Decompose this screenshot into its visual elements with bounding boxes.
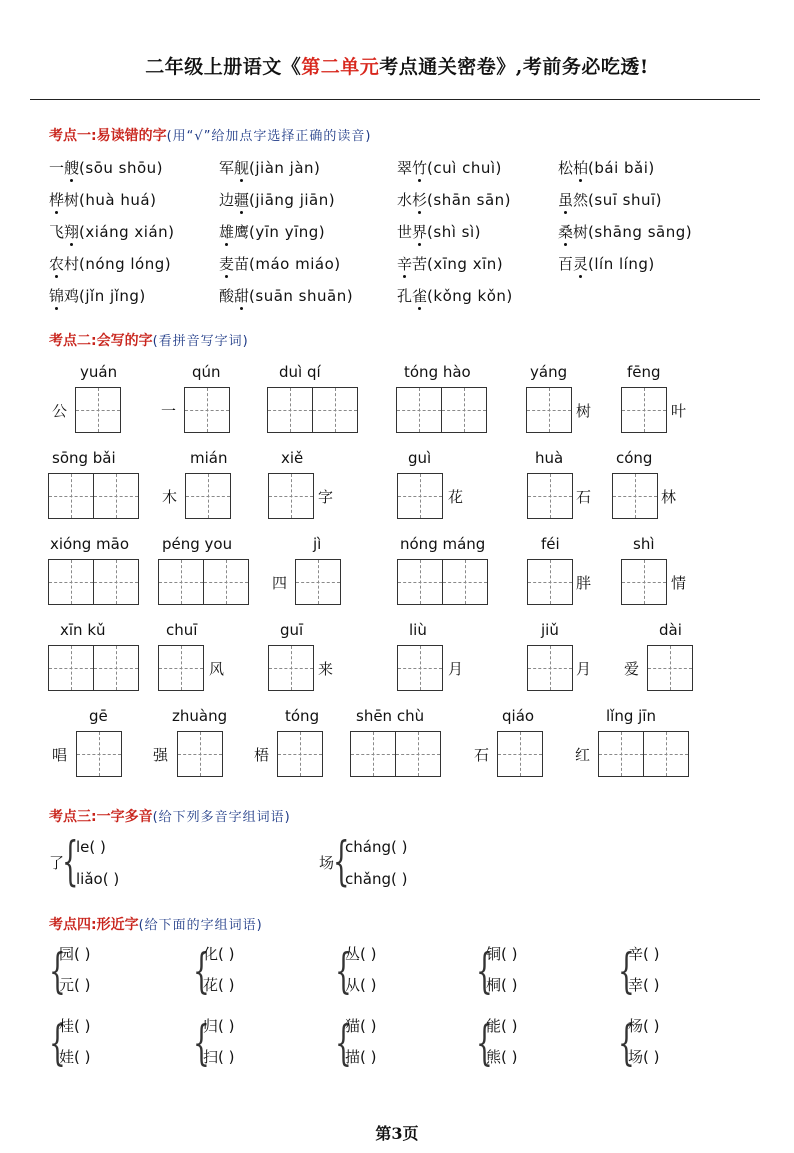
section-2-heading: 考点二:会写的字(看拼音写字词): [49, 333, 249, 349]
given-char: 唱: [52, 746, 68, 764]
similar-char-pair: [49, 1015, 179, 1075]
similar-char-pair: [618, 943, 748, 1003]
tianzige-cell[interactable]: [48, 473, 94, 519]
reading-item: 边疆 (jiāng jiān): [219, 189, 335, 210]
pinyin-label: duì qí: [279, 363, 321, 381]
similar-char-pair: [476, 943, 606, 1003]
reading-item: 辛 苦(xīng xīn): [397, 253, 503, 274]
polyphone-reading: cháng( ): [345, 838, 408, 856]
emphasis-dot: [70, 179, 73, 182]
title-divider: [30, 99, 760, 100]
pinyin-label: shì: [633, 535, 655, 553]
similar-char-line: 花( ): [203, 976, 235, 994]
tianzige-cell[interactable]: [158, 559, 204, 605]
brace-icon: {: [476, 943, 493, 999]
tianzige-cell[interactable]: [184, 387, 230, 433]
tianzige-cell[interactable]: [397, 645, 443, 691]
writing-box-group[interactable]: [75, 387, 121, 433]
writing-box-group[interactable]: [396, 387, 487, 433]
writing-box-group[interactable]: [268, 645, 314, 691]
emphasis-dot: [418, 243, 421, 246]
pinyin-label: yáng: [530, 363, 568, 381]
similar-char-line: 场( ): [628, 1048, 660, 1066]
similar-char-line: 熊( ): [486, 1048, 518, 1066]
tianzige-cell[interactable]: [598, 731, 644, 777]
similar-char-pair: [618, 1015, 748, 1075]
given-char: 爱: [624, 660, 640, 678]
similar-char-pair: [476, 1015, 606, 1075]
tianzige-cell[interactable]: [621, 387, 667, 433]
tianzige-cell[interactable]: [312, 387, 358, 433]
similar-char-line: 化( ): [203, 945, 235, 963]
emphasis-dot: [418, 211, 421, 214]
pinyin-label: xīn kǔ: [60, 621, 106, 639]
section-4-heading: 考点四:形近字(给下面的字组词语): [49, 917, 263, 933]
reading-item: 农 村(nóng lóng): [49, 253, 171, 274]
pinyin-label: guī: [280, 621, 304, 639]
tianzige-cell[interactable]: [643, 731, 689, 777]
similar-char-pair: [49, 943, 179, 1003]
writing-box-group[interactable]: [177, 731, 223, 777]
similar-char-line: 从( ): [345, 976, 377, 994]
tianzige-cell[interactable]: [93, 559, 139, 605]
tianzige-cell[interactable]: [526, 387, 572, 433]
emphasis-dot: [418, 307, 421, 310]
given-char: 风: [209, 660, 225, 678]
given-char: 树: [576, 402, 592, 420]
tianzige-cell[interactable]: [48, 559, 94, 605]
pinyin-label: liù: [409, 621, 427, 639]
reading-item: 世界 (shì sì): [397, 221, 481, 242]
pinyin-label: mián: [190, 449, 228, 467]
pinyin-label: cóng: [616, 449, 653, 467]
section-1-heading: 考点一:易读错的字(用“√”给加点字选择正确的读音): [49, 128, 372, 144]
writing-box-group[interactable]: [184, 387, 230, 433]
given-char: 四: [272, 574, 288, 592]
pinyin-label: shēn chù: [356, 707, 425, 725]
pinyin-label: tóng: [285, 707, 320, 725]
similar-char-line: 园( ): [59, 945, 91, 963]
polyphone-reading: liǎo( ): [76, 870, 120, 888]
emphasis-dot: [564, 243, 567, 246]
emphasis-dot: [564, 211, 567, 214]
tianzige-cell[interactable]: [185, 473, 231, 519]
writing-box-group[interactable]: [397, 473, 443, 519]
tianzige-cell[interactable]: [396, 387, 442, 433]
reading-item: 松柏 (bái bǎi): [558, 157, 655, 178]
pinyin-label: féi: [541, 535, 560, 553]
emphasis-dot: [418, 179, 421, 182]
reading-item: 一艘 (sōu shōu): [49, 157, 163, 178]
writing-box-group[interactable]: [621, 559, 667, 605]
similar-char-line: 元( ): [59, 976, 91, 994]
brace-icon: {: [49, 1015, 66, 1071]
similar-char-pair: [193, 943, 323, 1003]
writing-box-group[interactable]: [267, 387, 358, 433]
polyphone-reading: le( ): [76, 838, 106, 856]
brace-icon: {: [335, 943, 352, 999]
reading-item: 雄 鹰(yīn yīng): [219, 221, 325, 242]
tianzige-cell[interactable]: [497, 731, 543, 777]
given-char: 石: [576, 488, 592, 506]
writing-box-group[interactable]: [527, 473, 573, 519]
given-char: 胖: [576, 574, 592, 592]
emphasis-dot: [240, 307, 243, 310]
brace-icon: {: [618, 1015, 635, 1071]
given-char: 花: [448, 488, 464, 506]
writing-box-group[interactable]: [76, 731, 122, 777]
given-char: 月: [448, 660, 464, 678]
writing-box-group[interactable]: [527, 559, 573, 605]
pinyin-label: péng you: [162, 535, 233, 553]
given-char: 一: [161, 402, 177, 420]
pinyin-label: zhuàng: [172, 707, 228, 725]
given-char: 来: [318, 660, 334, 678]
brace-icon: {: [476, 1015, 493, 1071]
given-char: 石: [474, 746, 490, 764]
writing-box-group[interactable]: [526, 387, 572, 433]
similar-char-line: 猫( ): [345, 1017, 377, 1035]
pinyin-label: qiáo: [502, 707, 535, 725]
brace-icon: {: [333, 832, 350, 892]
similar-char-line: 铜( ): [486, 945, 518, 963]
reading-item: 翠竹 (cuì chuì): [397, 157, 502, 178]
writing-box-group[interactable]: [158, 645, 204, 691]
writing-box-group[interactable]: [48, 473, 139, 519]
writing-box-group[interactable]: [612, 473, 658, 519]
given-char: 公: [52, 402, 68, 420]
emphasis-dot: [55, 307, 58, 310]
writing-box-group[interactable]: [497, 731, 543, 777]
reading-item: 酸甜 (suān shuān): [219, 285, 353, 306]
writing-box-group[interactable]: [621, 387, 667, 433]
brace-icon: {: [62, 832, 79, 892]
brace-icon: {: [335, 1015, 352, 1071]
similar-char-line: 娃( ): [59, 1048, 91, 1066]
emphasis-dot: [55, 211, 58, 214]
similar-char-pair: [335, 1015, 465, 1075]
tianzige-cell[interactable]: [397, 559, 443, 605]
tianzige-cell[interactable]: [75, 387, 121, 433]
writing-box-group[interactable]: [268, 473, 314, 519]
tianzige-cell[interactable]: [350, 731, 396, 777]
reading-item: 虽 然(suī shuī): [558, 189, 662, 210]
section-3-heading: 考点三:一字多音(给下列多音字组词语): [49, 809, 291, 825]
tianzige-cell[interactable]: [203, 559, 249, 605]
tianzige-cell[interactable]: [395, 731, 441, 777]
tianzige-cell[interactable]: [397, 473, 443, 519]
tianzige-cell[interactable]: [93, 645, 139, 691]
emphasis-dot: [403, 275, 406, 278]
writing-box-group[interactable]: [527, 645, 573, 691]
reading-item: 飞翔 (xiáng xián): [49, 221, 175, 242]
brace-icon: {: [193, 943, 210, 999]
pinyin-label: dài: [659, 621, 682, 639]
tianzige-cell[interactable]: [267, 387, 313, 433]
similar-char-line: 能( ): [486, 1017, 518, 1035]
reading-item: 锦 鸡(jǐn jǐng): [49, 285, 146, 306]
similar-char-line: 幸( ): [628, 976, 660, 994]
emphasis-dot: [240, 211, 243, 214]
pinyin-label: gē: [89, 707, 108, 725]
reading-item: 桦 树(huà huá): [49, 189, 156, 210]
pinyin-label: nóng máng: [400, 535, 486, 553]
pinyin-label: xióng māo: [50, 535, 129, 553]
pinyin-label: tóng hào: [404, 363, 471, 381]
given-char: 字: [318, 488, 334, 506]
polyphone-char: 场: [319, 854, 335, 872]
pinyin-label: xiě: [281, 449, 304, 467]
writing-box-group[interactable]: [48, 645, 139, 691]
similar-char-line: 描( ): [345, 1048, 377, 1066]
tianzige-cell[interactable]: [621, 559, 667, 605]
writing-box-group[interactable]: [397, 645, 443, 691]
tianzige-cell[interactable]: [277, 731, 323, 777]
brace-icon: {: [193, 1015, 210, 1071]
writing-box-group[interactable]: [48, 559, 139, 605]
reading-item: 水杉 (shān sān): [397, 189, 511, 210]
similar-char-pair: [193, 1015, 323, 1075]
pinyin-label: sōng bǎi: [52, 449, 116, 467]
writing-box-group[interactable]: [397, 559, 488, 605]
brace-icon: {: [49, 943, 66, 999]
writing-box-group[interactable]: [350, 731, 441, 777]
given-char: 强: [153, 746, 169, 764]
tianzige-cell[interactable]: [527, 559, 573, 605]
polyphone-char: 了: [49, 854, 65, 872]
similar-char-line: 扫( ): [203, 1048, 235, 1066]
tianzige-cell[interactable]: [158, 645, 204, 691]
similar-char-line: 杨( ): [628, 1017, 660, 1035]
given-char: 木: [162, 488, 178, 506]
page-title: 二年级上册语文《第二单元考点通关密卷》,考前务必吃透!: [145, 56, 649, 78]
pinyin-label: guì: [408, 449, 432, 467]
reading-item: 孔雀 (kǒng kǒn): [397, 285, 513, 306]
tianzige-cell[interactable]: [647, 645, 693, 691]
given-char: 林: [661, 488, 677, 506]
writing-box-group[interactable]: [598, 731, 689, 777]
polyphone-reading: chǎng( ): [345, 870, 408, 888]
tianzige-cell[interactable]: [527, 473, 573, 519]
pinyin-label: lǐng jīn: [606, 707, 656, 725]
reading-item: 麦 苗(máo miáo): [219, 253, 341, 274]
pinyin-label: yuán: [80, 363, 118, 381]
pinyin-label: chuī: [166, 621, 198, 639]
tianzige-cell[interactable]: [441, 387, 487, 433]
tianzige-cell[interactable]: [295, 559, 341, 605]
reading-item: 百灵 (lín líng): [558, 253, 655, 274]
similar-char-line: 归( ): [203, 1017, 235, 1035]
emphasis-dot: [225, 243, 228, 246]
emphasis-dot: [240, 179, 243, 182]
emphasis-dot: [579, 275, 582, 278]
pinyin-label: fēng: [627, 363, 661, 381]
similar-char-line: 丛( ): [345, 945, 377, 963]
writing-box-group[interactable]: [295, 559, 341, 605]
tianzige-cell[interactable]: [612, 473, 658, 519]
pinyin-label: jì: [313, 535, 322, 553]
similar-char-line: 桂( ): [59, 1017, 91, 1035]
tianzige-cell[interactable]: [76, 731, 122, 777]
given-char: 情: [671, 574, 687, 592]
reading-item: 桑 树(shāng sāng): [558, 221, 692, 242]
tianzige-cell[interactable]: [93, 473, 139, 519]
pinyin-label: huà: [535, 449, 564, 467]
pinyin-label: qún: [192, 363, 221, 381]
tianzige-cell[interactable]: [442, 559, 488, 605]
tianzige-cell[interactable]: [48, 645, 94, 691]
writing-box-group[interactable]: [647, 645, 693, 691]
writing-box-group[interactable]: [277, 731, 323, 777]
given-char: 叶: [671, 402, 687, 420]
emphasis-dot: [55, 275, 58, 278]
writing-box-group[interactable]: [185, 473, 231, 519]
similar-char-line: 辛( ): [628, 945, 660, 963]
similar-char-pair: [335, 943, 465, 1003]
reading-item: 军舰 (jiàn jàn): [219, 157, 320, 178]
given-char: 梧: [254, 746, 270, 764]
tianzige-cell[interactable]: [527, 645, 573, 691]
pinyin-label: jiǔ: [541, 621, 559, 639]
tianzige-cell[interactable]: [268, 645, 314, 691]
given-char: 红: [575, 746, 591, 764]
tianzige-cell[interactable]: [268, 473, 314, 519]
writing-box-group[interactable]: [158, 559, 249, 605]
brace-icon: {: [618, 943, 635, 999]
emphasis-dot: [579, 179, 582, 182]
page-number: 第3页: [375, 1124, 419, 1143]
tianzige-cell[interactable]: [177, 731, 223, 777]
emphasis-dot: [225, 275, 228, 278]
similar-char-line: 桐( ): [486, 976, 518, 994]
given-char: 月: [576, 660, 592, 678]
emphasis-dot: [70, 243, 73, 246]
